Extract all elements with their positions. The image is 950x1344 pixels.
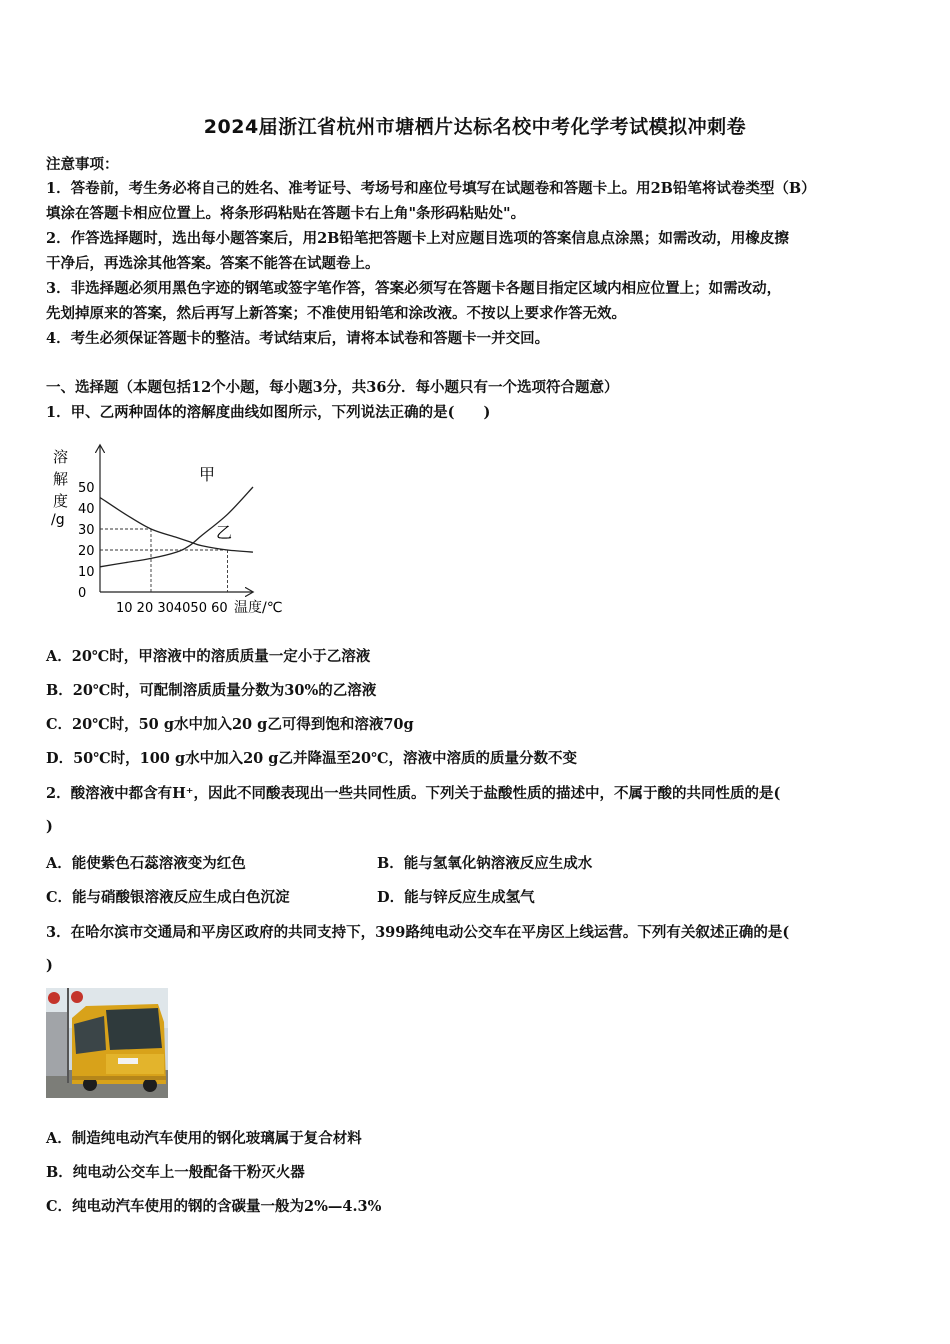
q1-option-b[interactable]: B．20℃时，可配制溶质质量分数为30%的乙溶液 xyxy=(46,682,377,699)
ylabel-char-4: /g xyxy=(51,512,65,528)
y-tick-labels xyxy=(78,481,95,601)
notice-line-1: 1．答卷前，考生务必将自己的姓名、准考证号、考场号和座位号填写在试题卷和答题卡上。用2B铅笔将试卷类型（B） xyxy=(46,180,816,197)
series-yi-label: 乙 xyxy=(216,523,233,542)
y-tick-0: 0 xyxy=(78,586,87,601)
y-tick-20: 20 xyxy=(78,544,95,559)
guide-lines xyxy=(100,529,228,592)
question-2-stem: 2．酸溶液中都含有H⁺，因此不同酸表现出一些共同性质。下列关于盐酸性质的描述中，不属于酸的共同性质的是( xyxy=(46,785,781,802)
notice-line-4: 干净后，再选涂其他答案。答案不能答在试题卷上。 xyxy=(46,255,380,272)
electric-bus-photo xyxy=(46,988,168,1098)
q2-option-b[interactable]: B．能与氢氧化钠溶液反应生成水 xyxy=(377,855,593,872)
question-1-stem: 1．甲、乙两种固体的溶解度曲线如图所示，下列说法正确的是( ) xyxy=(46,404,491,421)
lantern-icon xyxy=(71,991,83,1003)
q2-option-d[interactable]: D．能与锌反应生成氢气 xyxy=(377,889,535,906)
q3-option-c[interactable]: C．纯电动汽车使用的钢的含碳量一般为2%—4.3% xyxy=(46,1198,382,1215)
lantern-icon xyxy=(48,992,60,1004)
q1-option-c[interactable]: C．20℃时，50 g水中加入20 g乙可得到饱和溶液70g xyxy=(46,716,414,733)
q1-option-d[interactable]: D．50℃时，100 g水中加入20 g乙并降温至20℃，溶液中溶质的质量分数不变 xyxy=(46,750,577,767)
notice-line-2: 填涂在答题卡相应位置上。将条形码粘贴在答题卡右上角"条形码粘贴处"。 xyxy=(46,205,526,222)
q3-option-a[interactable]: A．制造纯电动汽车使用的钢化玻璃属于复合材料 xyxy=(46,1130,362,1147)
q3-option-b[interactable]: B．纯电动公交车上一般配备干粉灭火器 xyxy=(46,1164,305,1181)
ylabel-char-3: 度 xyxy=(53,492,69,510)
solubility-chart xyxy=(44,440,294,620)
q2-option-a[interactable]: A．能使紫色石蕊溶液变为红色 xyxy=(46,855,246,872)
y-tick-30: 30 xyxy=(78,523,95,538)
q2-option-c[interactable]: C．能与硝酸银溶液反应生成白色沉淀 xyxy=(46,889,290,906)
question-3-stem-end: ) xyxy=(46,957,53,974)
y-tick-50: 50 xyxy=(78,481,95,496)
notice-heading: 注意事项： xyxy=(46,156,119,173)
question-3-stem: 3．在哈尔滨市交通局和平房区政府的共同支持下，399路纯电动公交车在平房区上线运营。下列有关叙述正确的是( xyxy=(46,924,790,941)
notice-line-5: 3．非选择题必须用黑色字迹的钢笔或签字笔作答，答案必须写在答题卡各题目指定区域内相应位置上；如需改动， xyxy=(46,280,782,297)
x-axis-label: 温度/℃ xyxy=(234,600,283,616)
page-title: 2024届浙江省杭州市塘栖片达标名校中考化学考试模拟冲刺卷 xyxy=(203,116,747,138)
question-2-stem-end: ) xyxy=(46,818,53,835)
y-tick-40: 40 xyxy=(78,502,95,517)
notice-line-6: 先划掉原来的答案，然后再写上新答案；不准使用铅笔和涂改液。不按以上要求作答无效。 xyxy=(46,305,626,322)
notice-line-3: 2．作答选择题时，选出每小题答案后，用2B铅笔把答题卡上对应题目选项的答案信息点涂黑；如需改动，用橡皮擦 xyxy=(46,230,789,247)
y-tick-10: 10 xyxy=(78,565,95,580)
q1-option-a[interactable]: A．20℃时，甲溶液中的溶质质量一定小于乙溶液 xyxy=(46,648,371,665)
notice-line-7: 4．考生必须保证答题卡的整洁。考试结束后，请将本试卷和答题卡一并交回。 xyxy=(46,330,550,347)
section-heading: 一、选择题（本题包括12个小题，每小题3分，共36分．每小题只有一个选项符合题意） xyxy=(46,379,619,396)
ylabel-char-2: 解 xyxy=(53,470,69,488)
x-tick-labels: 10 20 304050 60 xyxy=(116,601,228,616)
ylabel-char-1: 溶 xyxy=(53,448,69,466)
series-jia-label: 甲 xyxy=(199,465,216,484)
